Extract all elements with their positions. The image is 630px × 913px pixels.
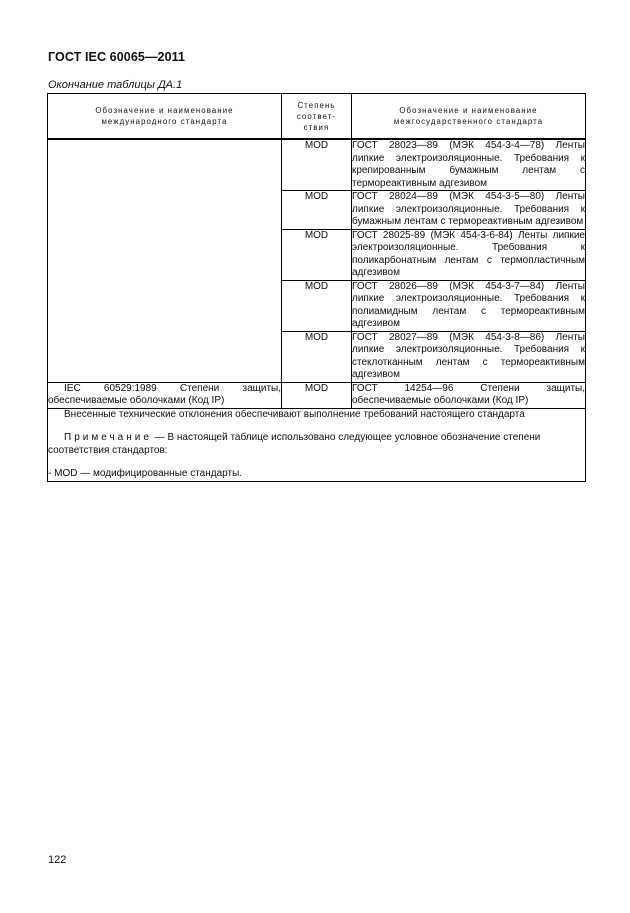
header-national-line1: Обозначение и наименование — [399, 106, 538, 115]
deviations-statement — [48, 409, 585, 422]
table-footer — [48, 408, 586, 481]
national-standard-cell: ГОСТ 14254—96 Степени защиты, обеспечиваемые оболочками (Код IP) — [352, 382, 585, 406]
header-degree-of-correspondence — [282, 94, 352, 140]
header-degree-line2: соответ- — [296, 111, 337, 121]
international-standard-text: IEC 60529:1989 Степени защиты, обеспечиваемые оболочками (Код IP) — [48, 382, 281, 406]
header-national-line2: межгосударственного стандарта — [393, 117, 544, 126]
note-label: Примечание — [64, 432, 152, 443]
header-degree-line1: Степень — [297, 100, 336, 110]
note-paragraph — [48, 432, 585, 457]
table-footer-row — [48, 408, 586, 481]
degree-cell: MOD — [282, 280, 352, 331]
degree-cell: MOD — [282, 191, 352, 230]
degree-cell: MOD — [282, 229, 352, 280]
page-number: 122 — [48, 854, 67, 866]
national-standard-cell: ГОСТ 28026—89 (МЭК 454-3-7—84) Ленты липкие электроизоляционные. Требования к полиамидным лентам с термореактивным адгезивом — [352, 280, 585, 329]
national-standard-cell: ГОСТ 28027—89 (МЭК 454-3-8—86) Ленты липкие электроизоляционные. Требования к стеклотканным лентам с термореактивным адгезивом — [352, 331, 585, 380]
standards-correspondence-table — [47, 93, 586, 482]
international-standard-cell — [48, 139, 282, 382]
degree-cell: MOD — [282, 139, 352, 191]
national-standard-cell: ГОСТ 28023—89 (МЭК 454-3-4—78) Ленты липкие электроизоляционные. Требования к крепированным бумажным лентам с термореактивным адгезивом — [352, 140, 585, 189]
header-degree-line3: ствия — [303, 122, 330, 132]
header-international-line1: Обозначение и наименование — [95, 106, 234, 115]
header-international-standard — [48, 94, 282, 140]
national-standard-cell: ГОСТ 28024—89 (МЭК 454-3-5—80) Ленты липкие электроизоляционные. Требования к бумажным лентам с термореактивным адгезивом — [352, 191, 585, 227]
deviations-statement-text: Внесенные технические отклонения обеспечивают выполнение требований настоящего стандарта — [64, 408, 525, 420]
document-title: ГОСТ IEC 60065—2011 — [48, 50, 186, 64]
note-text: — В настоящей таблице использовано следующее условное обозначение степени соответствия стандартов: — [48, 432, 541, 456]
table-row — [48, 382, 586, 408]
degree-cell: MOD — [282, 331, 352, 382]
table-row — [48, 139, 586, 191]
national-standard-cell: ГОСТ 28025-89 (МЭК 454-3-6-84) Ленты липкие электроизоляционные. Требования к поликарбонатным лентам с термопластичным адгезивом — [352, 229, 585, 278]
legend-line: - MOD — модифицированные стандарты. — [48, 468, 243, 479]
table-header-row — [48, 94, 586, 140]
international-standard-cell — [48, 382, 282, 408]
degree-cell: MOD — [282, 382, 352, 408]
table-caption: Окончание таблицы ДА.1 — [48, 79, 183, 91]
header-international-line2: международного стандарта — [101, 117, 228, 126]
header-national-standard — [352, 94, 586, 140]
